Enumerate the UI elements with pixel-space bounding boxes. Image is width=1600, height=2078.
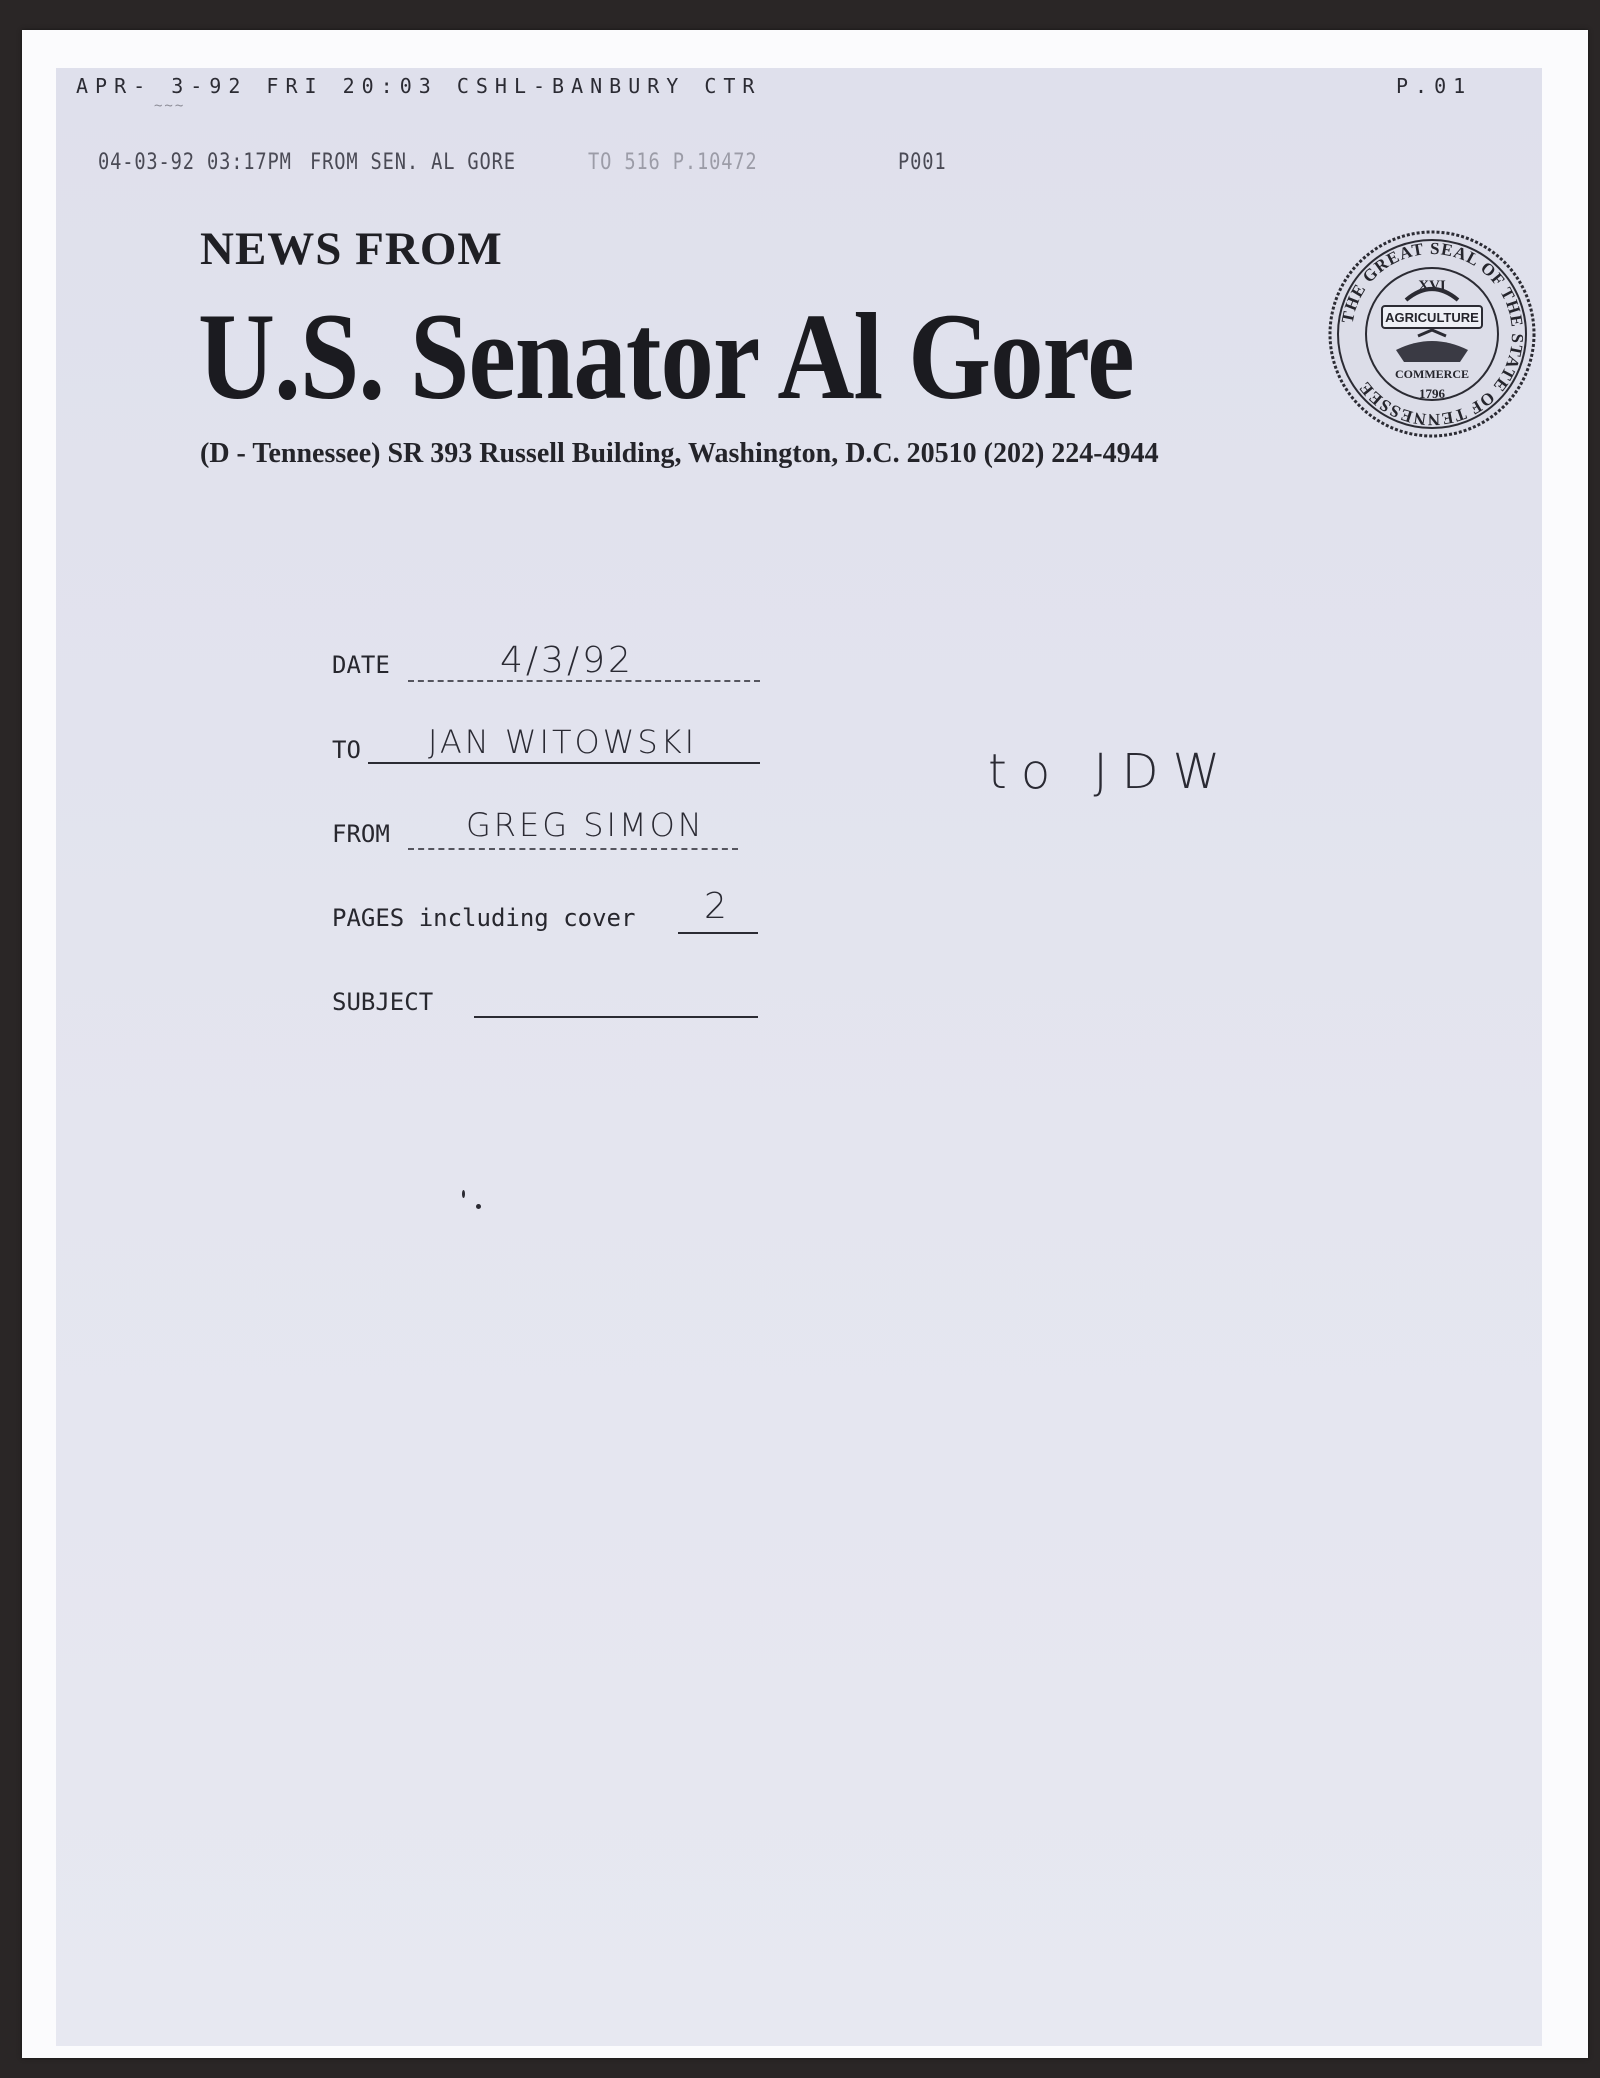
to-line bbox=[368, 762, 760, 764]
from-line bbox=[408, 848, 738, 850]
pages-value: 2 bbox=[704, 886, 730, 927]
ink-speck bbox=[476, 1204, 481, 1209]
seal-commerce-band: COMMERCE bbox=[1395, 367, 1469, 381]
pages-label: PAGES including cover bbox=[332, 904, 636, 932]
fax-copy-area bbox=[56, 68, 1542, 2046]
tennessee-seal-icon bbox=[1326, 228, 1538, 440]
fax-page-number: P.01 bbox=[1396, 74, 1473, 98]
date-label: DATE bbox=[332, 651, 390, 679]
to-label: TO bbox=[332, 736, 361, 764]
pencil-scribble: ~~~ bbox=[154, 98, 186, 114]
fax-recipient-number: TO 516 P.10472 bbox=[588, 150, 758, 175]
subject-line bbox=[474, 1016, 758, 1018]
from-value: GREG SIMON bbox=[466, 806, 705, 844]
news-from-heading: NEWS FROM bbox=[200, 223, 503, 275]
date-value: 4/3/92 bbox=[500, 640, 634, 681]
fax-page-code: P001 bbox=[898, 150, 947, 175]
seal-agriculture-band: AGRICULTURE bbox=[1385, 310, 1479, 325]
seal-ring-text: THE GREAT SEAL OF THE STATE OF TENNESSEE bbox=[1337, 238, 1528, 430]
senator-name-headline: U.S. Senator Al Gore bbox=[198, 288, 1134, 425]
to-value: JAN WITOWSKI bbox=[428, 723, 698, 761]
pages-line bbox=[678, 932, 758, 934]
office-address: (D - Tennessee) SR 393 Russell Building, Washington, D.C. 20510 (202) 224-4944 bbox=[200, 438, 1159, 469]
fax-sent-datetime: 04-03-92 03:17PM bbox=[98, 150, 292, 175]
seal-year: 1796 bbox=[1419, 386, 1445, 401]
subject-label: SUBJECT bbox=[332, 988, 434, 1016]
seal-numeral: XVI bbox=[1418, 278, 1446, 294]
fax-page bbox=[22, 30, 1588, 2058]
from-label: FROM bbox=[332, 820, 390, 848]
handwritten-routing-note: to JDW bbox=[988, 744, 1235, 800]
fax-sender: FROM SEN. AL GORE bbox=[310, 150, 516, 175]
fax-header-line: APR- 3-92 FRI 20:03 CSHL-BANBURY CTR bbox=[76, 74, 762, 98]
ink-speck bbox=[462, 1190, 465, 1198]
